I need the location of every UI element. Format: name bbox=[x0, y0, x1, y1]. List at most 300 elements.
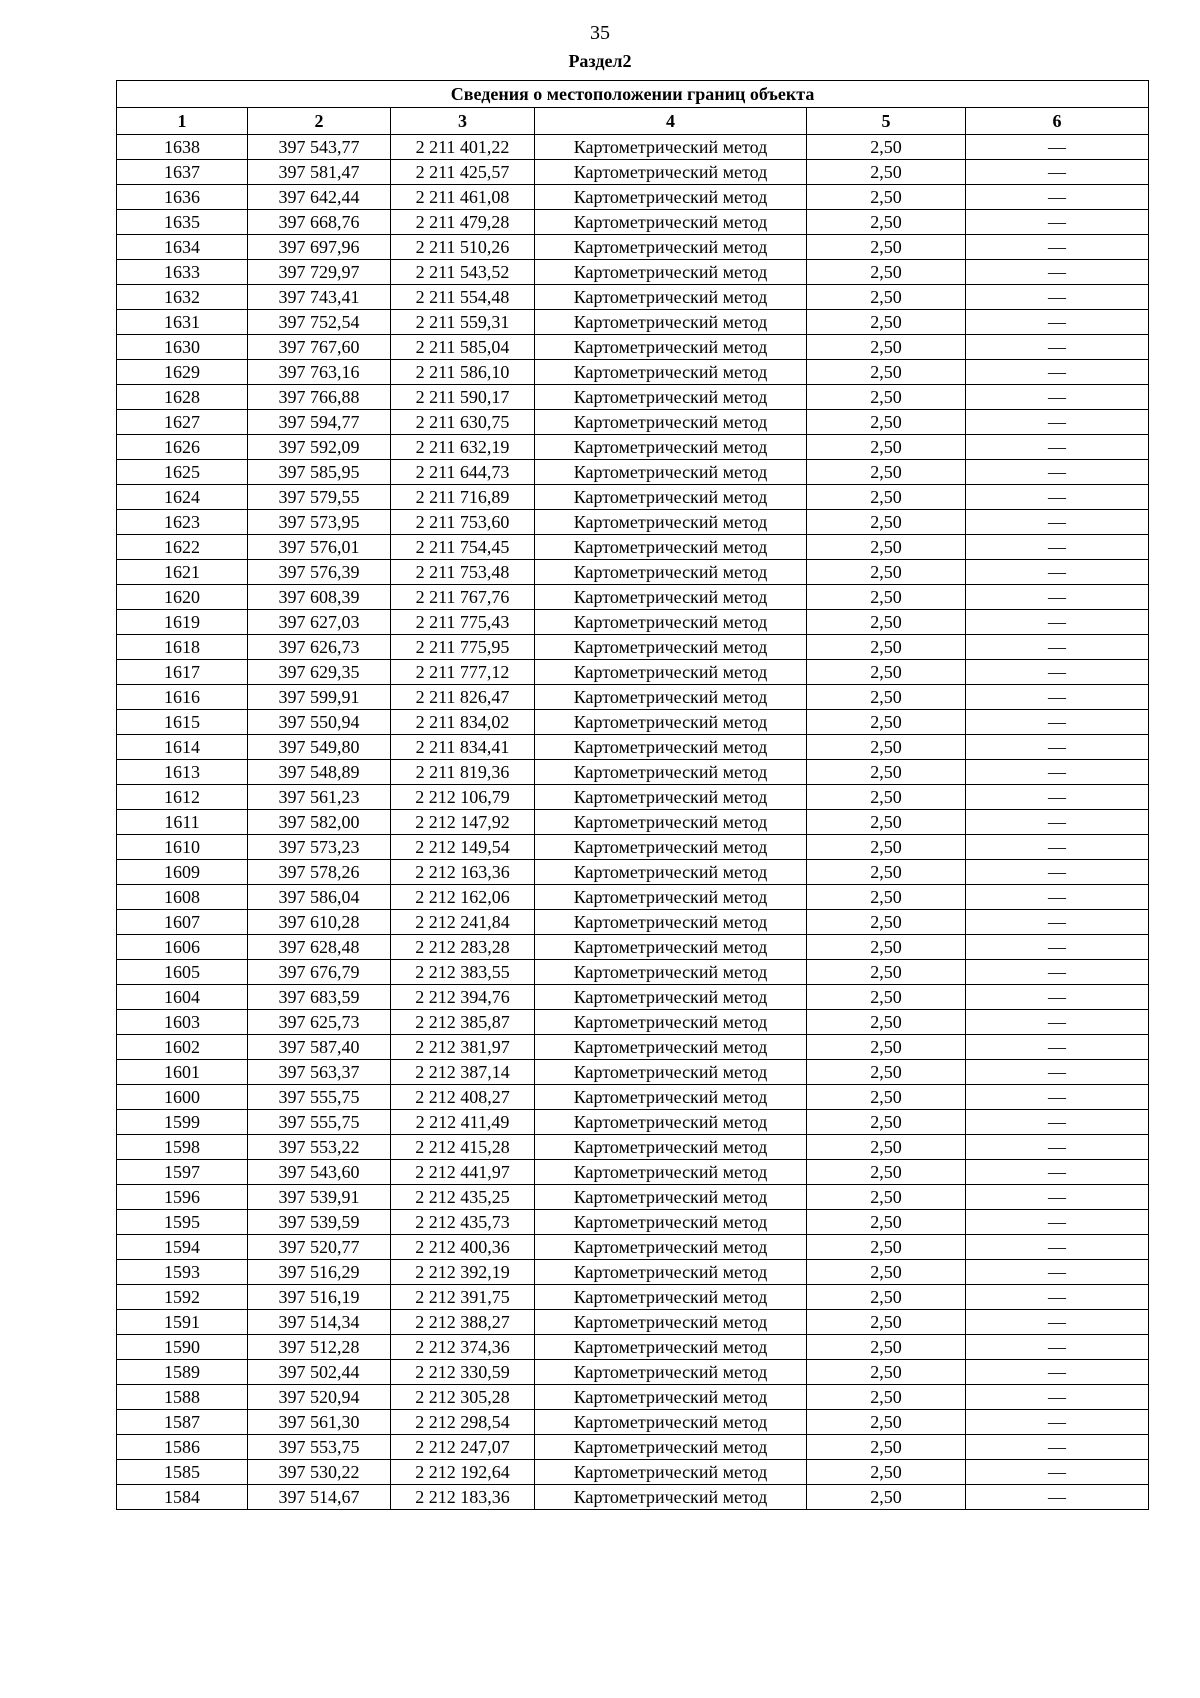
accuracy-cell: 2,50 bbox=[807, 1160, 966, 1185]
method-cell: Картометрический метод bbox=[535, 960, 807, 985]
column-header-3: 3 bbox=[391, 108, 535, 135]
point-number-cell: 1595 bbox=[117, 1210, 248, 1235]
accuracy-cell: 2,50 bbox=[807, 985, 966, 1010]
table-row bbox=[117, 185, 1149, 210]
y-coordinate-cell: 2 211 586,10 bbox=[391, 360, 535, 385]
accuracy-cell: 2,50 bbox=[807, 835, 966, 860]
column-header-4: 4 bbox=[535, 108, 807, 135]
method-cell: Картометрический метод bbox=[535, 1035, 807, 1060]
accuracy-cell: 2,50 bbox=[807, 610, 966, 635]
accuracy-cell: 2,50 bbox=[807, 860, 966, 885]
x-coordinate-cell: 397 549,80 bbox=[248, 735, 391, 760]
table-row bbox=[117, 960, 1149, 985]
point-number-cell: 1608 bbox=[117, 885, 248, 910]
table-row bbox=[117, 360, 1149, 385]
table-row bbox=[117, 1235, 1149, 1260]
point-number-cell: 1605 bbox=[117, 960, 248, 985]
x-coordinate-cell: 397 561,23 bbox=[248, 785, 391, 810]
table-row bbox=[117, 560, 1149, 585]
point-number-cell: 1634 bbox=[117, 235, 248, 260]
accuracy-cell: 2,50 bbox=[807, 735, 966, 760]
table-row bbox=[117, 910, 1149, 935]
note-cell: — bbox=[966, 935, 1149, 960]
note-cell: — bbox=[966, 1485, 1149, 1510]
note-cell: — bbox=[966, 435, 1149, 460]
point-number-cell: 1631 bbox=[117, 310, 248, 335]
table-row bbox=[117, 735, 1149, 760]
point-number-cell: 1599 bbox=[117, 1110, 248, 1135]
table-row bbox=[117, 1110, 1149, 1135]
method-cell: Картометрический метод bbox=[535, 1235, 807, 1260]
note-cell: — bbox=[966, 1310, 1149, 1335]
accuracy-cell: 2,50 bbox=[807, 1210, 966, 1235]
note-cell: — bbox=[966, 210, 1149, 235]
table-row bbox=[117, 1060, 1149, 1085]
x-coordinate-cell: 397 599,91 bbox=[248, 685, 391, 710]
point-number-cell: 1604 bbox=[117, 985, 248, 1010]
table-row bbox=[117, 135, 1149, 160]
point-number-cell: 1596 bbox=[117, 1185, 248, 1210]
accuracy-cell: 2,50 bbox=[807, 1335, 966, 1360]
x-coordinate-cell: 397 555,75 bbox=[248, 1110, 391, 1135]
method-cell: Картометрический метод bbox=[535, 1110, 807, 1135]
accuracy-cell: 2,50 bbox=[807, 935, 966, 960]
y-coordinate-cell: 2 212 394,76 bbox=[391, 985, 535, 1010]
table-row bbox=[117, 985, 1149, 1010]
accuracy-cell: 2,50 bbox=[807, 960, 966, 985]
note-cell: — bbox=[966, 285, 1149, 310]
method-cell: Картометрический метод bbox=[535, 885, 807, 910]
note-cell: — bbox=[966, 1460, 1149, 1485]
point-number-cell: 1617 bbox=[117, 660, 248, 685]
point-number-cell: 1597 bbox=[117, 1160, 248, 1185]
table-row bbox=[117, 1435, 1149, 1460]
accuracy-cell: 2,50 bbox=[807, 1010, 966, 1035]
note-cell: — bbox=[966, 910, 1149, 935]
accuracy-cell: 2,50 bbox=[807, 410, 966, 435]
x-coordinate-cell: 397 626,73 bbox=[248, 635, 391, 660]
x-coordinate-cell: 397 628,48 bbox=[248, 935, 391, 960]
note-cell: — bbox=[966, 960, 1149, 985]
point-number-cell: 1591 bbox=[117, 1310, 248, 1335]
x-coordinate-cell: 397 586,04 bbox=[248, 885, 391, 910]
table-row bbox=[117, 410, 1149, 435]
accuracy-cell: 2,50 bbox=[807, 1135, 966, 1160]
accuracy-cell: 2,50 bbox=[807, 760, 966, 785]
note-cell: — bbox=[966, 1085, 1149, 1110]
accuracy-cell: 2,50 bbox=[807, 1460, 966, 1485]
point-number-cell: 1600 bbox=[117, 1085, 248, 1110]
accuracy-cell: 2,50 bbox=[807, 160, 966, 185]
x-coordinate-cell: 397 763,16 bbox=[248, 360, 391, 385]
method-cell: Картометрический метод bbox=[535, 510, 807, 535]
x-coordinate-cell: 397 668,76 bbox=[248, 210, 391, 235]
note-cell: — bbox=[966, 1260, 1149, 1285]
y-coordinate-cell: 2 211 401,22 bbox=[391, 135, 535, 160]
accuracy-cell: 2,50 bbox=[807, 785, 966, 810]
note-cell: — bbox=[966, 1385, 1149, 1410]
method-cell: Картометрический метод bbox=[535, 335, 807, 360]
point-number-cell: 1623 bbox=[117, 510, 248, 535]
method-cell: Картометрический метод bbox=[535, 1085, 807, 1110]
table-caption: Сведения о местоположении границ объекта bbox=[117, 81, 1149, 108]
y-coordinate-cell: 2 211 585,04 bbox=[391, 335, 535, 360]
method-cell: Картометрический метод bbox=[535, 310, 807, 335]
table-row bbox=[117, 1285, 1149, 1310]
x-coordinate-cell: 397 642,44 bbox=[248, 185, 391, 210]
method-cell: Картометрический метод bbox=[535, 235, 807, 260]
x-coordinate-cell: 397 610,28 bbox=[248, 910, 391, 935]
x-coordinate-cell: 397 594,77 bbox=[248, 410, 391, 435]
method-cell: Картометрический метод bbox=[535, 1310, 807, 1335]
note-cell: — bbox=[966, 510, 1149, 535]
x-coordinate-cell: 397 767,60 bbox=[248, 335, 391, 360]
note-cell: — bbox=[966, 360, 1149, 385]
point-number-cell: 1614 bbox=[117, 735, 248, 760]
accuracy-cell: 2,50 bbox=[807, 360, 966, 385]
x-coordinate-cell: 397 582,00 bbox=[248, 810, 391, 835]
column-header-1: 1 bbox=[117, 108, 248, 135]
note-cell: — bbox=[966, 885, 1149, 910]
method-cell: Картометрический метод bbox=[535, 1060, 807, 1085]
table-row bbox=[117, 810, 1149, 835]
note-cell: — bbox=[966, 1210, 1149, 1235]
boundary-coordinates-table bbox=[116, 80, 1149, 1510]
note-cell: — bbox=[966, 1285, 1149, 1310]
y-coordinate-cell: 2 211 632,19 bbox=[391, 435, 535, 460]
point-number-cell: 1593 bbox=[117, 1260, 248, 1285]
y-coordinate-cell: 2 212 247,07 bbox=[391, 1435, 535, 1460]
table-row bbox=[117, 385, 1149, 410]
point-number-cell: 1632 bbox=[117, 285, 248, 310]
table-row bbox=[117, 1360, 1149, 1385]
table-row bbox=[117, 1010, 1149, 1035]
point-number-cell: 1635 bbox=[117, 210, 248, 235]
x-coordinate-cell: 397 627,03 bbox=[248, 610, 391, 635]
table-row bbox=[117, 710, 1149, 735]
note-cell: — bbox=[966, 235, 1149, 260]
y-coordinate-cell: 2 211 630,75 bbox=[391, 410, 535, 435]
y-coordinate-cell: 2 212 162,06 bbox=[391, 885, 535, 910]
y-coordinate-cell: 2 211 777,12 bbox=[391, 660, 535, 685]
point-number-cell: 1633 bbox=[117, 260, 248, 285]
y-coordinate-cell: 2 212 192,64 bbox=[391, 1460, 535, 1485]
y-coordinate-cell: 2 211 826,47 bbox=[391, 685, 535, 710]
accuracy-cell: 2,50 bbox=[807, 535, 966, 560]
point-number-cell: 1603 bbox=[117, 1010, 248, 1035]
x-coordinate-cell: 397 625,73 bbox=[248, 1010, 391, 1035]
x-coordinate-cell: 397 581,47 bbox=[248, 160, 391, 185]
y-coordinate-cell: 2 212 298,54 bbox=[391, 1410, 535, 1435]
accuracy-cell: 2,50 bbox=[807, 260, 966, 285]
accuracy-cell: 2,50 bbox=[807, 1185, 966, 1210]
note-cell: — bbox=[966, 760, 1149, 785]
point-number-cell: 1589 bbox=[117, 1360, 248, 1385]
note-cell: — bbox=[966, 1060, 1149, 1085]
method-cell: Картометрический метод bbox=[535, 1460, 807, 1485]
y-coordinate-cell: 2 212 388,27 bbox=[391, 1310, 535, 1335]
y-coordinate-cell: 2 211 554,48 bbox=[391, 285, 535, 310]
note-cell: — bbox=[966, 1135, 1149, 1160]
column-number-row bbox=[117, 108, 1149, 135]
note-cell: — bbox=[966, 310, 1149, 335]
method-cell: Картометрический метод bbox=[535, 1185, 807, 1210]
accuracy-cell: 2,50 bbox=[807, 435, 966, 460]
column-header-5: 5 bbox=[807, 108, 966, 135]
table-row bbox=[117, 1485, 1149, 1510]
method-cell: Картометрический метод bbox=[535, 635, 807, 660]
method-cell: Картометрический метод bbox=[535, 485, 807, 510]
point-number-cell: 1609 bbox=[117, 860, 248, 885]
method-cell: Картометрический метод bbox=[535, 1410, 807, 1435]
note-cell: — bbox=[966, 1235, 1149, 1260]
x-coordinate-cell: 397 587,40 bbox=[248, 1035, 391, 1060]
table-row bbox=[117, 585, 1149, 610]
method-cell: Картометрический метод bbox=[535, 1260, 807, 1285]
accuracy-cell: 2,50 bbox=[807, 135, 966, 160]
y-coordinate-cell: 2 212 441,97 bbox=[391, 1160, 535, 1185]
method-cell: Картометрический метод bbox=[535, 785, 807, 810]
accuracy-cell: 2,50 bbox=[807, 1360, 966, 1385]
accuracy-cell: 2,50 bbox=[807, 1310, 966, 1335]
note-cell: — bbox=[966, 335, 1149, 360]
table-row bbox=[117, 1460, 1149, 1485]
y-coordinate-cell: 2 212 147,92 bbox=[391, 810, 535, 835]
point-number-cell: 1585 bbox=[117, 1460, 248, 1485]
note-cell: — bbox=[966, 560, 1149, 585]
point-number-cell: 1613 bbox=[117, 760, 248, 785]
x-coordinate-cell: 397 516,19 bbox=[248, 1285, 391, 1310]
x-coordinate-cell: 397 548,89 bbox=[248, 760, 391, 785]
x-coordinate-cell: 397 573,95 bbox=[248, 510, 391, 535]
x-coordinate-cell: 397 530,22 bbox=[248, 1460, 391, 1485]
x-coordinate-cell: 397 683,59 bbox=[248, 985, 391, 1010]
note-cell: — bbox=[966, 1185, 1149, 1210]
x-coordinate-cell: 397 543,77 bbox=[248, 135, 391, 160]
x-coordinate-cell: 397 512,28 bbox=[248, 1335, 391, 1360]
accuracy-cell: 2,50 bbox=[807, 1285, 966, 1310]
table-row bbox=[117, 235, 1149, 260]
y-coordinate-cell: 2 211 716,89 bbox=[391, 485, 535, 510]
x-coordinate-cell: 397 516,29 bbox=[248, 1260, 391, 1285]
x-coordinate-cell: 397 752,54 bbox=[248, 310, 391, 335]
method-cell: Картометрический метод bbox=[535, 735, 807, 760]
table-row bbox=[117, 1410, 1149, 1435]
x-coordinate-cell: 397 555,75 bbox=[248, 1085, 391, 1110]
y-coordinate-cell: 2 212 330,59 bbox=[391, 1360, 535, 1385]
y-coordinate-cell: 2 211 559,31 bbox=[391, 310, 535, 335]
table-row bbox=[117, 1035, 1149, 1060]
table-row bbox=[117, 310, 1149, 335]
x-coordinate-cell: 397 576,39 bbox=[248, 560, 391, 585]
table-row bbox=[117, 535, 1149, 560]
table-row bbox=[117, 1335, 1149, 1360]
x-coordinate-cell: 397 550,94 bbox=[248, 710, 391, 735]
accuracy-cell: 2,50 bbox=[807, 1260, 966, 1285]
method-cell: Картометрический метод bbox=[535, 260, 807, 285]
point-number-cell: 1592 bbox=[117, 1285, 248, 1310]
table-row bbox=[117, 210, 1149, 235]
x-coordinate-cell: 397 553,22 bbox=[248, 1135, 391, 1160]
y-coordinate-cell: 2 211 543,52 bbox=[391, 260, 535, 285]
note-cell: — bbox=[966, 610, 1149, 635]
note-cell: — bbox=[966, 810, 1149, 835]
method-cell: Картометрический метод bbox=[535, 535, 807, 560]
method-cell: Картометрический метод bbox=[535, 1210, 807, 1235]
point-number-cell: 1630 bbox=[117, 335, 248, 360]
method-cell: Картометрический метод bbox=[535, 1360, 807, 1385]
point-number-cell: 1601 bbox=[117, 1060, 248, 1085]
y-coordinate-cell: 2 212 391,75 bbox=[391, 1285, 535, 1310]
table-row bbox=[117, 510, 1149, 535]
y-coordinate-cell: 2 212 392,19 bbox=[391, 1260, 535, 1285]
table-row bbox=[117, 685, 1149, 710]
accuracy-cell: 2,50 bbox=[807, 460, 966, 485]
table-row bbox=[117, 460, 1149, 485]
point-number-cell: 1594 bbox=[117, 1235, 248, 1260]
y-coordinate-cell: 2 211 834,02 bbox=[391, 710, 535, 735]
table-row bbox=[117, 485, 1149, 510]
y-coordinate-cell: 2 212 385,87 bbox=[391, 1010, 535, 1035]
x-coordinate-cell: 397 563,37 bbox=[248, 1060, 391, 1085]
table-row bbox=[117, 935, 1149, 960]
accuracy-cell: 2,50 bbox=[807, 1110, 966, 1135]
point-number-cell: 1638 bbox=[117, 135, 248, 160]
accuracy-cell: 2,50 bbox=[807, 810, 966, 835]
y-coordinate-cell: 2 211 754,45 bbox=[391, 535, 535, 560]
table-row bbox=[117, 435, 1149, 460]
note-cell: — bbox=[966, 585, 1149, 610]
x-coordinate-cell: 397 539,91 bbox=[248, 1185, 391, 1210]
point-number-cell: 1619 bbox=[117, 610, 248, 635]
table-row bbox=[117, 260, 1149, 285]
table-row bbox=[117, 1135, 1149, 1160]
accuracy-cell: 2,50 bbox=[807, 210, 966, 235]
note-cell: — bbox=[966, 460, 1149, 485]
point-number-cell: 1618 bbox=[117, 635, 248, 660]
point-number-cell: 1586 bbox=[117, 1435, 248, 1460]
table-row bbox=[117, 1310, 1149, 1335]
accuracy-cell: 2,50 bbox=[807, 560, 966, 585]
accuracy-cell: 2,50 bbox=[807, 635, 966, 660]
point-number-cell: 1607 bbox=[117, 910, 248, 935]
table-row bbox=[117, 1210, 1149, 1235]
method-cell: Картометрический метод bbox=[535, 810, 807, 835]
x-coordinate-cell: 397 520,77 bbox=[248, 1235, 391, 1260]
method-cell: Картометрический метод bbox=[535, 185, 807, 210]
table-row bbox=[117, 160, 1149, 185]
method-cell: Картометрический метод bbox=[535, 610, 807, 635]
method-cell: Картометрический метод bbox=[535, 835, 807, 860]
accuracy-cell: 2,50 bbox=[807, 1385, 966, 1410]
y-coordinate-cell: 2 212 183,36 bbox=[391, 1485, 535, 1510]
x-coordinate-cell: 397 585,95 bbox=[248, 460, 391, 485]
point-number-cell: 1636 bbox=[117, 185, 248, 210]
method-cell: Картометрический метод bbox=[535, 935, 807, 960]
x-coordinate-cell: 397 543,60 bbox=[248, 1160, 391, 1185]
method-cell: Картометрический метод bbox=[535, 460, 807, 485]
method-cell: Картометрический метод bbox=[535, 1485, 807, 1510]
y-coordinate-cell: 2 211 644,73 bbox=[391, 460, 535, 485]
note-cell: — bbox=[966, 1360, 1149, 1385]
note-cell: — bbox=[966, 1160, 1149, 1185]
table-row bbox=[117, 835, 1149, 860]
y-coordinate-cell: 2 212 283,28 bbox=[391, 935, 535, 960]
y-coordinate-cell: 2 212 149,54 bbox=[391, 835, 535, 860]
x-coordinate-cell: 397 608,39 bbox=[248, 585, 391, 610]
method-cell: Картометрический метод bbox=[535, 1385, 807, 1410]
y-coordinate-cell: 2 212 408,27 bbox=[391, 1085, 535, 1110]
table-row bbox=[117, 1185, 1149, 1210]
point-number-cell: 1628 bbox=[117, 385, 248, 410]
y-coordinate-cell: 2 211 753,48 bbox=[391, 560, 535, 585]
note-cell: — bbox=[966, 860, 1149, 885]
method-cell: Картометрический метод bbox=[535, 360, 807, 385]
accuracy-cell: 2,50 bbox=[807, 1085, 966, 1110]
accuracy-cell: 2,50 bbox=[807, 1235, 966, 1260]
x-coordinate-cell: 397 561,30 bbox=[248, 1410, 391, 1435]
point-number-cell: 1629 bbox=[117, 360, 248, 385]
x-coordinate-cell: 397 576,01 bbox=[248, 535, 391, 560]
y-coordinate-cell: 2 211 461,08 bbox=[391, 185, 535, 210]
table-row bbox=[117, 635, 1149, 660]
x-coordinate-cell: 397 578,26 bbox=[248, 860, 391, 885]
method-cell: Картометрический метод bbox=[535, 435, 807, 460]
table-row bbox=[117, 610, 1149, 635]
y-coordinate-cell: 2 211 590,17 bbox=[391, 385, 535, 410]
y-coordinate-cell: 2 211 819,36 bbox=[391, 760, 535, 785]
note-cell: — bbox=[966, 135, 1149, 160]
y-coordinate-cell: 2 212 383,55 bbox=[391, 960, 535, 985]
column-header-6: 6 bbox=[966, 108, 1149, 135]
point-number-cell: 1627 bbox=[117, 410, 248, 435]
method-cell: Картометрический метод bbox=[535, 1435, 807, 1460]
note-cell: — bbox=[966, 785, 1149, 810]
y-coordinate-cell: 2 211 510,26 bbox=[391, 235, 535, 260]
point-number-cell: 1621 bbox=[117, 560, 248, 585]
note-cell: — bbox=[966, 410, 1149, 435]
note-cell: — bbox=[966, 1035, 1149, 1060]
y-coordinate-cell: 2 211 479,28 bbox=[391, 210, 535, 235]
table-row bbox=[117, 860, 1149, 885]
y-coordinate-cell: 2 211 753,60 bbox=[391, 510, 535, 535]
x-coordinate-cell: 397 502,44 bbox=[248, 1360, 391, 1385]
accuracy-cell: 2,50 bbox=[807, 385, 966, 410]
accuracy-cell: 2,50 bbox=[807, 185, 966, 210]
y-coordinate-cell: 2 212 381,97 bbox=[391, 1035, 535, 1060]
section-title: Раздел2 bbox=[568, 51, 632, 71]
x-coordinate-cell: 397 697,96 bbox=[248, 235, 391, 260]
accuracy-cell: 2,50 bbox=[807, 310, 966, 335]
accuracy-cell: 2,50 bbox=[807, 335, 966, 360]
note-cell: — bbox=[966, 160, 1149, 185]
table-row bbox=[117, 760, 1149, 785]
table-row bbox=[117, 1260, 1149, 1285]
accuracy-cell: 2,50 bbox=[807, 910, 966, 935]
method-cell: Картометрический метод bbox=[535, 1285, 807, 1310]
note-cell: — bbox=[966, 1335, 1149, 1360]
note-cell: — bbox=[966, 485, 1149, 510]
method-cell: Картометрический метод bbox=[535, 385, 807, 410]
note-cell: — bbox=[966, 385, 1149, 410]
y-coordinate-cell: 2 212 411,49 bbox=[391, 1110, 535, 1135]
accuracy-cell: 2,50 bbox=[807, 710, 966, 735]
x-coordinate-cell: 397 592,09 bbox=[248, 435, 391, 460]
method-cell: Картометрический метод bbox=[535, 410, 807, 435]
y-coordinate-cell: 2 211 834,41 bbox=[391, 735, 535, 760]
y-coordinate-cell: 2 212 163,36 bbox=[391, 860, 535, 885]
y-coordinate-cell: 2 212 241,84 bbox=[391, 910, 535, 935]
